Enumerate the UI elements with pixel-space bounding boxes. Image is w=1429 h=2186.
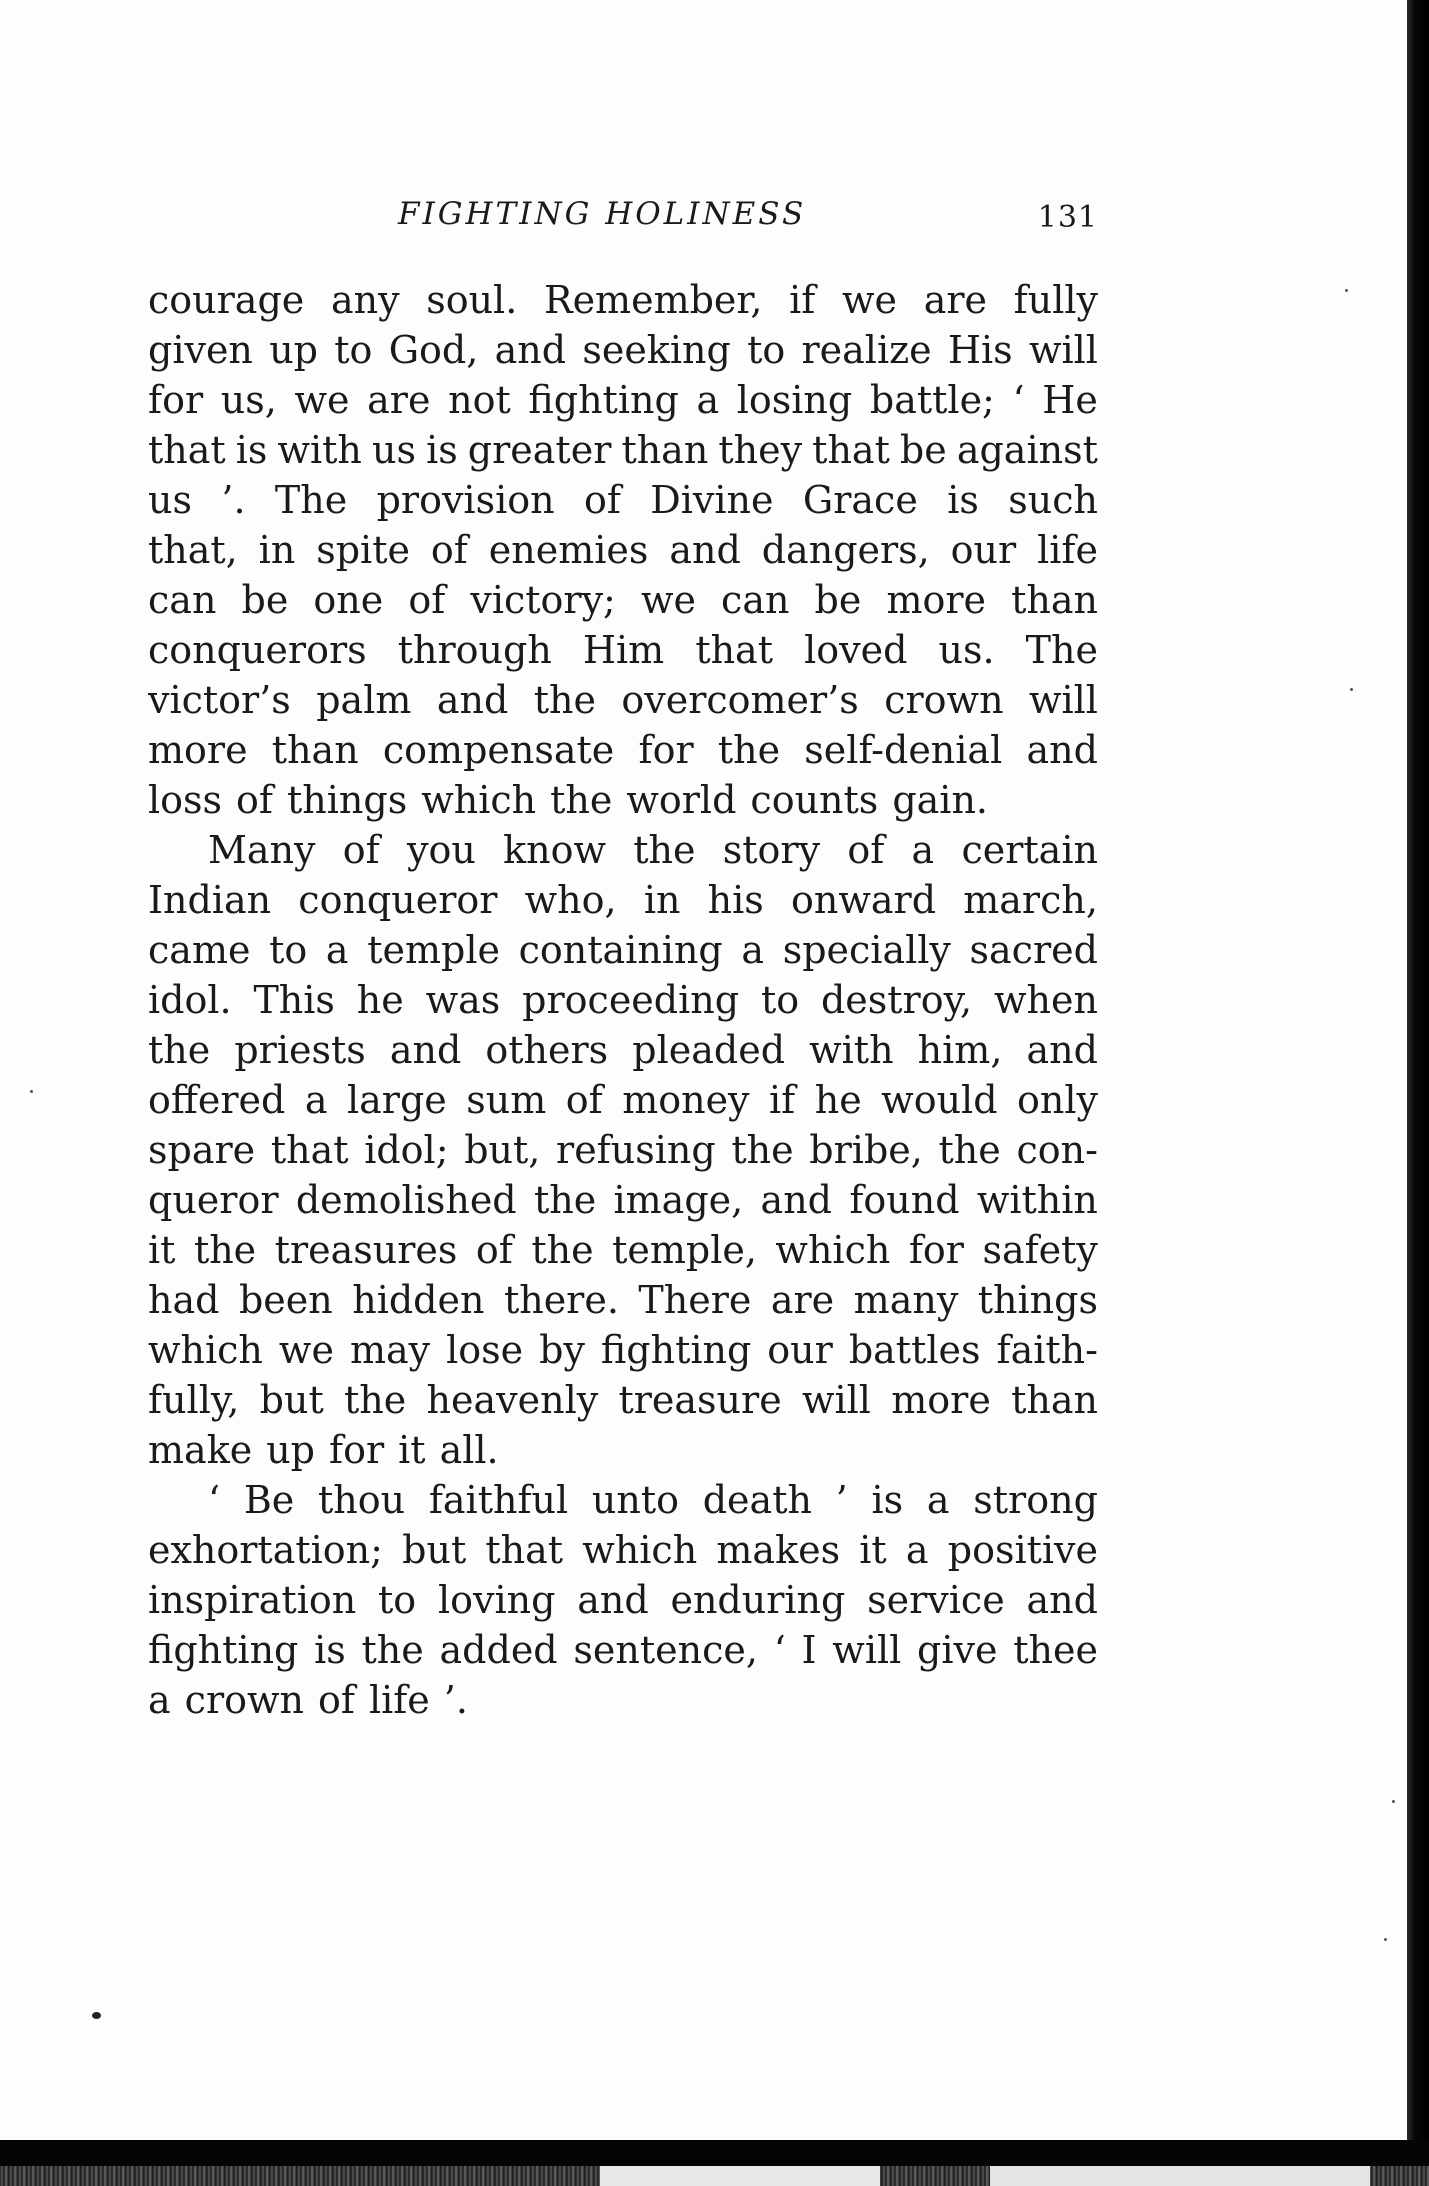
- word: ‘: [208, 1478, 221, 1522]
- word: added: [439, 1628, 558, 1672]
- word: God,: [388, 328, 479, 372]
- paragraph-3: [148, 1475, 1098, 1725]
- word: overcomer’s: [621, 678, 859, 722]
- word: others: [485, 1028, 609, 1072]
- word: a: [696, 378, 720, 422]
- word: a: [741, 928, 765, 972]
- word: will: [1028, 678, 1098, 722]
- word: specially: [782, 928, 951, 972]
- word: is: [314, 1628, 346, 1672]
- word: lose: [446, 1328, 524, 1372]
- word: and: [1026, 1578, 1098, 1622]
- word: inspiration: [148, 1578, 357, 1622]
- scan-speck: [1384, 1938, 1387, 1941]
- word: battles: [848, 1328, 981, 1372]
- word: than: [271, 728, 359, 772]
- text-line: [148, 1125, 1098, 1175]
- word: us: [372, 428, 416, 472]
- word: fully,: [148, 1378, 240, 1422]
- text-line: [148, 1575, 1098, 1625]
- word: know: [503, 828, 606, 872]
- word: of: [430, 528, 468, 572]
- text-line: [148, 325, 1098, 375]
- word: is: [871, 1478, 904, 1522]
- word: the: [148, 1028, 211, 1072]
- word: loving: [437, 1578, 556, 1622]
- word: are: [367, 378, 431, 422]
- word: the: [731, 1128, 794, 1172]
- text-line: [148, 1425, 1098, 1475]
- word: his: [707, 878, 764, 922]
- word: soul.: [426, 278, 518, 322]
- word: strong: [973, 1478, 1098, 1522]
- scan-speck: [1345, 289, 1348, 292]
- word: con-: [1016, 1128, 1098, 1172]
- text-line: [148, 1375, 1098, 1425]
- word: can: [721, 578, 790, 622]
- word: the: [193, 1228, 257, 1272]
- word: courage: [148, 278, 305, 322]
- word: pleaded: [632, 1028, 786, 1072]
- word: the: [633, 828, 696, 872]
- word: he: [814, 1078, 862, 1122]
- text-line: [148, 1275, 1098, 1325]
- word: fighting: [528, 378, 679, 422]
- word: that: [485, 1528, 564, 1572]
- word: treasures: [274, 1228, 458, 1272]
- word: will: [801, 1378, 871, 1422]
- word: up: [269, 328, 318, 372]
- word: such: [1008, 478, 1098, 522]
- word: be: [241, 578, 289, 622]
- scan-speck: [1392, 1800, 1395, 1803]
- word: within: [976, 1178, 1098, 1222]
- word: many: [853, 1278, 959, 1322]
- word: sum: [466, 1078, 547, 1122]
- word: make: [148, 1428, 253, 1472]
- word: when: [993, 978, 1098, 1022]
- word: conqueror: [298, 878, 498, 922]
- word: spite: [316, 528, 410, 572]
- word: a: [926, 1478, 950, 1522]
- word: self-denial: [804, 728, 1003, 772]
- text-line: [148, 1475, 1098, 1525]
- word: large: [346, 1078, 447, 1122]
- word: be: [899, 428, 947, 472]
- word: we: [278, 1328, 334, 1372]
- word: of: [583, 478, 621, 522]
- word: for: [638, 728, 694, 772]
- scan-bottom-gap: [990, 2166, 1370, 2186]
- word: treasure: [618, 1378, 782, 1422]
- word: they: [718, 428, 803, 472]
- running-head: [148, 196, 1098, 246]
- word: This: [253, 978, 335, 1022]
- word: the: [550, 778, 613, 822]
- word: to: [269, 928, 308, 972]
- word: fully: [1013, 278, 1098, 322]
- word: than: [621, 428, 709, 472]
- word: with: [809, 1028, 894, 1072]
- word: us.: [938, 628, 995, 672]
- word: was: [425, 978, 501, 1022]
- word: story: [722, 828, 821, 872]
- word: certain: [961, 828, 1098, 872]
- word: of: [565, 1078, 603, 1122]
- word: thee: [1013, 1628, 1098, 1672]
- text-line: [148, 375, 1098, 425]
- word: victory;: [470, 578, 616, 622]
- text-line: [148, 1625, 1098, 1675]
- word: the: [531, 1228, 594, 1272]
- word: not: [448, 378, 511, 422]
- text-line: [148, 1525, 1098, 1575]
- word: destroy,: [820, 978, 973, 1022]
- word: a: [148, 1678, 171, 1722]
- word: The: [274, 478, 348, 522]
- text-line: [148, 825, 1098, 875]
- word: found: [849, 1178, 960, 1222]
- word: than: [1011, 1378, 1098, 1422]
- word: and: [494, 328, 567, 372]
- word: onward: [791, 878, 937, 922]
- word: demolished: [295, 1178, 517, 1222]
- word: safety: [982, 1228, 1098, 1272]
- word: of: [236, 778, 273, 822]
- word: a: [911, 828, 935, 872]
- word: our: [950, 528, 1017, 572]
- word: ‘: [773, 1628, 786, 1672]
- word: for: [908, 1228, 964, 1272]
- word: image,: [613, 1178, 744, 1222]
- word: Grace: [802, 478, 918, 522]
- word: you: [407, 828, 476, 872]
- word: in: [643, 878, 681, 922]
- word: losing: [736, 378, 853, 422]
- word: which: [421, 778, 537, 822]
- word: containing: [518, 928, 723, 972]
- word: that: [812, 428, 890, 472]
- word: faithful: [428, 1478, 569, 1522]
- word: and: [389, 1028, 462, 1072]
- text-line: [148, 575, 1098, 625]
- word: which: [582, 1528, 698, 1572]
- word: thou: [317, 1478, 406, 1522]
- word: gain.: [892, 778, 988, 822]
- word: which: [775, 1228, 891, 1272]
- word: that: [695, 628, 773, 672]
- word: realize: [801, 328, 932, 372]
- word: are: [770, 1278, 835, 1322]
- word: our: [767, 1328, 833, 1372]
- word: of: [317, 1678, 355, 1722]
- word: money: [622, 1078, 750, 1122]
- word: loved: [804, 628, 908, 672]
- word: idol;: [364, 1128, 449, 1172]
- word: will: [832, 1628, 902, 1672]
- word: The: [1025, 628, 1098, 672]
- word: it: [148, 1228, 176, 1272]
- word: be: [814, 578, 862, 622]
- word: offered: [148, 1078, 286, 1122]
- text-line: [148, 725, 1098, 775]
- text-line: [148, 675, 1098, 725]
- word: exhortation;: [148, 1528, 383, 1572]
- text-line: [148, 275, 1098, 325]
- word: Him: [582, 628, 665, 672]
- word: death: [702, 1478, 812, 1522]
- word: for: [329, 1428, 385, 1472]
- page-number: 131: [1037, 200, 1098, 235]
- paragraph-2: [148, 825, 1098, 1475]
- word: and: [577, 1578, 649, 1622]
- word: sentence,: [573, 1628, 758, 1672]
- word: I: [801, 1628, 817, 1672]
- word: the: [361, 1628, 424, 1672]
- word: a: [905, 1528, 929, 1572]
- word: had: [148, 1278, 220, 1322]
- word: more: [891, 1378, 991, 1422]
- word: we: [640, 578, 696, 622]
- word: is: [426, 428, 458, 472]
- word: things: [977, 1278, 1098, 1322]
- text-line: [148, 1225, 1098, 1275]
- word: Indian: [148, 878, 272, 922]
- running-title: FIGHTING HOLINESS: [398, 196, 807, 232]
- word: unto: [591, 1478, 679, 1522]
- word: loss: [148, 778, 223, 822]
- word: that,: [148, 528, 238, 572]
- word: fighting: [600, 1328, 752, 1372]
- binding-edge: [1407, 0, 1429, 2186]
- word: Many: [208, 828, 316, 872]
- word: will: [1028, 328, 1098, 372]
- word: for: [148, 378, 204, 422]
- word: of: [847, 828, 885, 872]
- word: world: [626, 778, 737, 822]
- word: but,: [464, 1128, 541, 1172]
- text-line: [148, 1025, 1098, 1075]
- word: battle;: [869, 378, 995, 422]
- word: to: [747, 328, 786, 372]
- word: fighting: [148, 1628, 299, 1672]
- text-line: [148, 1075, 1098, 1125]
- text-line: [148, 1175, 1098, 1225]
- word: a: [304, 1078, 328, 1122]
- word: enduring: [670, 1578, 846, 1622]
- word: the: [533, 1178, 597, 1222]
- word: proceeding: [522, 978, 740, 1022]
- text-line: [148, 1325, 1098, 1375]
- text-line: [148, 475, 1098, 525]
- word: than: [1011, 578, 1098, 622]
- word: ’: [835, 1478, 848, 1522]
- word: crown: [884, 678, 1004, 722]
- word: all.: [439, 1428, 499, 1472]
- text-line: [148, 775, 1098, 825]
- word: ’.: [443, 1678, 468, 1722]
- word: Remember,: [543, 278, 763, 322]
- word: it: [398, 1428, 426, 1472]
- word: one: [313, 578, 384, 622]
- word: enemies: [488, 528, 649, 572]
- word: conquerors: [148, 628, 367, 672]
- word: only: [1017, 1078, 1098, 1122]
- word: There: [638, 1278, 752, 1322]
- word: and: [1026, 728, 1098, 772]
- word: are: [923, 278, 988, 322]
- scan-bottom-gap: [600, 2166, 880, 2186]
- word: us,: [220, 378, 277, 422]
- word: been: [238, 1278, 333, 1322]
- word: counts: [750, 778, 879, 822]
- word: life: [1037, 528, 1098, 572]
- word: we: [294, 378, 350, 422]
- word: more: [148, 728, 248, 772]
- word: in: [258, 528, 296, 572]
- word: His: [947, 328, 1013, 372]
- word: which: [148, 1328, 263, 1372]
- word: life: [368, 1678, 430, 1722]
- word: sacred: [969, 928, 1098, 972]
- word: service: [867, 1578, 1005, 1622]
- word: of: [342, 828, 380, 872]
- word: ‘: [1012, 378, 1025, 422]
- word: but: [402, 1528, 467, 1572]
- text-line: [148, 1675, 1098, 1725]
- word: up: [266, 1428, 316, 1472]
- scan-speck: [1350, 688, 1353, 691]
- word: idol.: [148, 978, 232, 1022]
- text-line: [148, 625, 1098, 675]
- word: the: [938, 1128, 1001, 1172]
- text-line: [148, 925, 1098, 975]
- word: heavenly: [426, 1378, 599, 1422]
- word: if: [789, 278, 816, 322]
- word: against: [956, 428, 1098, 472]
- word: palm: [316, 678, 412, 722]
- word: a: [325, 928, 349, 972]
- word: queror: [148, 1178, 279, 1222]
- word: with: [277, 428, 362, 472]
- word: to: [760, 978, 800, 1022]
- word: of: [475, 1228, 513, 1272]
- word: march,: [963, 878, 1098, 922]
- word: through: [397, 628, 552, 672]
- word: dangers,: [761, 528, 930, 572]
- word: temple: [367, 928, 500, 972]
- word: is: [947, 478, 979, 522]
- word: is: [235, 428, 268, 472]
- text-line: [148, 525, 1098, 575]
- word: and: [436, 678, 509, 722]
- word: and: [760, 1178, 833, 1222]
- word: temple,: [612, 1228, 757, 1272]
- word: more: [886, 578, 987, 622]
- word: hidden: [352, 1278, 485, 1322]
- word: the: [344, 1378, 407, 1422]
- word: he: [356, 978, 404, 1022]
- text-line: [148, 875, 1098, 925]
- word: things: [287, 778, 408, 822]
- word: who,: [524, 878, 617, 922]
- word: positive: [947, 1528, 1098, 1572]
- word: but: [259, 1378, 324, 1422]
- word: may: [349, 1328, 431, 1372]
- word: if: [769, 1078, 796, 1122]
- word: Divine: [650, 478, 774, 522]
- word: refusing: [556, 1128, 716, 1172]
- word: we: [842, 278, 898, 322]
- word: victor’s: [148, 678, 291, 722]
- paragraph-1: [148, 275, 1098, 825]
- word: the: [717, 728, 781, 772]
- word: to: [334, 328, 373, 372]
- word: him,: [917, 1028, 1003, 1072]
- word: and: [1026, 1028, 1098, 1072]
- word: that: [148, 428, 226, 472]
- word: bribe,: [809, 1128, 923, 1172]
- word: makes: [716, 1528, 841, 1572]
- word: and: [669, 528, 741, 572]
- word: there.: [503, 1278, 619, 1322]
- word: greater: [467, 428, 612, 472]
- word: crown: [184, 1678, 304, 1722]
- word: faith-: [996, 1328, 1098, 1372]
- word: compensate: [382, 728, 615, 772]
- word: spare: [148, 1128, 256, 1172]
- word: that: [270, 1128, 349, 1172]
- scan-speck: [30, 1090, 33, 1093]
- word: of: [408, 578, 446, 622]
- word: He: [1042, 378, 1098, 422]
- word: came: [148, 928, 251, 972]
- word: ’.: [221, 478, 246, 522]
- word: us: [148, 478, 192, 522]
- word: given: [148, 328, 253, 372]
- scan-speck: [92, 2012, 101, 2019]
- word: the: [533, 678, 596, 722]
- word: can: [148, 578, 217, 622]
- word: any: [330, 278, 400, 322]
- word: by: [539, 1328, 585, 1372]
- word: provision: [376, 478, 555, 522]
- word: it: [859, 1528, 887, 1572]
- word: seeking: [582, 328, 731, 372]
- word: Be: [243, 1478, 295, 1522]
- word: give: [917, 1628, 998, 1672]
- body-text: [148, 275, 1098, 1725]
- word: would: [881, 1078, 998, 1122]
- word: priests: [234, 1028, 366, 1072]
- word: to: [378, 1578, 417, 1622]
- text-line: [148, 975, 1098, 1025]
- text-line: [148, 425, 1098, 475]
